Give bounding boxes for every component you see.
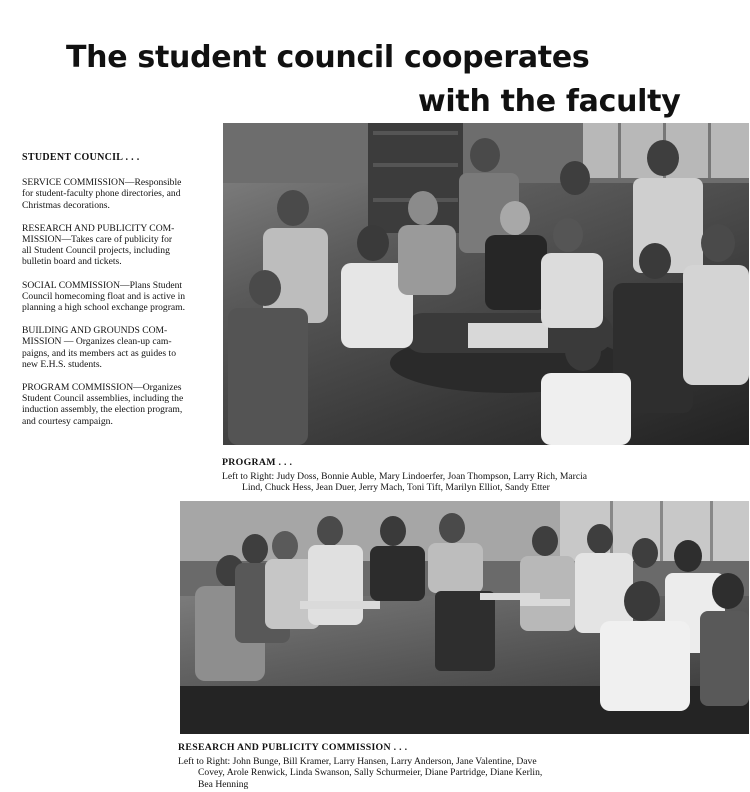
program-commission-photo (223, 123, 749, 445)
text-line: PROGRAM COMMISSION—Organizes (22, 382, 182, 394)
text-line: MISSION—Takes care of publicity for (22, 234, 173, 246)
program-caption-heading: PROGRAM . . . (222, 457, 293, 468)
service-commission-paragraph (22, 177, 210, 211)
student-council-description (22, 152, 210, 439)
research-publicity-photo (180, 501, 749, 734)
text-line: for student-faculty phone directories, and (22, 188, 181, 200)
text-line: BUILDING AND GROUNDS COM- (22, 325, 168, 337)
social-commission-paragraph (22, 280, 210, 314)
program-caption-line-1: Left to Right: Judy Doss, Bonnie Auble, Mary Lindoerfer, Joan Thompson, Larry Rich, Marcia (222, 471, 588, 483)
text-line: SERVICE COMMISSION—Responsible (22, 177, 182, 189)
text-line: all Student Council projects, including (22, 245, 170, 257)
research-caption-line-1: Left to Right: John Bunge, Bill Kramer, Larry Hansen, Larry Anderson, Jane Valentine, Dave (178, 756, 537, 768)
text-line: Council homecoming float and is active in (22, 290, 186, 302)
research-caption-heading: RESEARCH AND PUBLICITY COMMISSION . . . (178, 742, 408, 753)
text-line: and courtesy campaign. (22, 415, 113, 427)
text-line: induction assembly, the election program, (22, 404, 183, 416)
research-caption-line-2: Covey, Arole Renwick, Linda Swanson, Sally Schurmeier, Diane Partridge, Diane Kerlin, (198, 767, 543, 779)
page-title-line-1: The student council cooperates (66, 40, 590, 75)
text-line: Christmas decorations. (22, 199, 110, 211)
text-line: planning a high school exchange program. (22, 302, 186, 314)
research-caption-line-3: Bea Henning (198, 778, 249, 790)
program-caption-line-2: Lind, Chuck Hess, Jean Duer, Jerry Mach, Toni Tift, Marilyn Elliot, Sandy Etter (242, 482, 550, 494)
research-publicity-paragraph (22, 223, 210, 268)
photo-illustration (180, 501, 749, 734)
text-line: MISSION — Organizes clean-up cam- (22, 336, 172, 348)
text-line: new E.H.S. students. (22, 358, 102, 370)
student-council-heading: STUDENT COUNCIL . . . (22, 152, 140, 163)
text-line: paigns, and its members act as guides to (22, 347, 177, 359)
text-line: bulletin board and tickets. (22, 256, 122, 268)
page-title-line-2: with the faculty (418, 84, 681, 119)
text-line: RESEARCH AND PUBLICITY COM- (22, 222, 175, 234)
building-grounds-paragraph (22, 325, 210, 370)
text-line: Student Council assemblies, including the (22, 393, 184, 405)
program-commission-paragraph (22, 382, 210, 427)
research-publicity-photo-caption (178, 742, 618, 790)
text-line: SOCIAL COMMISSION—Plans Student (22, 279, 183, 291)
program-photo-caption (222, 457, 742, 494)
photo-illustration (223, 123, 749, 445)
